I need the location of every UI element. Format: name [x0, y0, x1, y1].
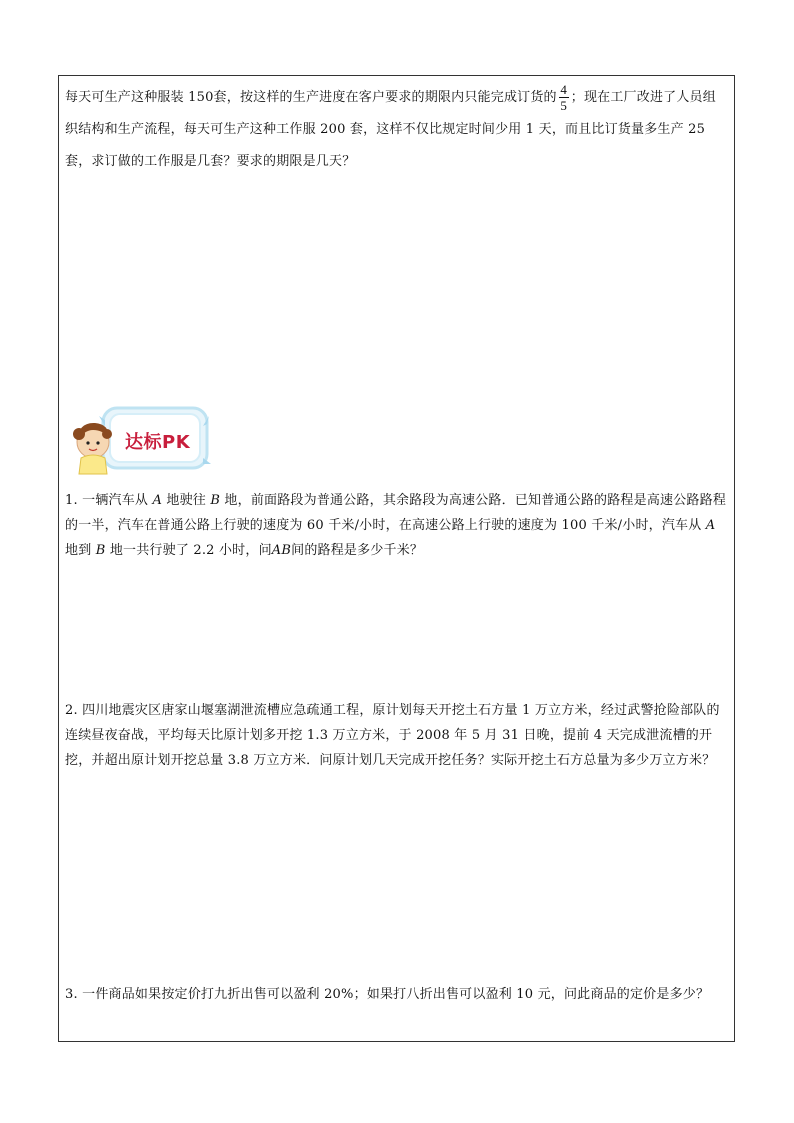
question-3: 3. 一件商品如果按定价打九折出售可以盈利 20%；如果打八折出售可以盈利 10 元，问此商品的定价是多少？	[65, 987, 710, 1002]
var-b: B	[210, 493, 221, 508]
question-1-text: 地一共行驶了 2.2 小时，问	[105, 543, 272, 558]
fraction-numerator: 4	[560, 82, 568, 97]
intro-text-after: ；现在工厂改进了人员组织结构和生产流程，每天可生产这种工作服 200 套，这样不仅比规定时间少用 1 天，而且比订货量多生产 25套，求订做的工作服是几套？要求的期限是几天？	[65, 90, 716, 169]
var-b: B	[95, 543, 106, 558]
fraction-denominator: 5	[560, 98, 568, 113]
var-a: A	[152, 493, 163, 508]
question-1-text: 地，前面路段为普通公路，其余路段为高速公路．已知普通公路的路程是高速公路路程的一半，汽车在普通公路上行驶的速度为 60 千米/小时，在高速公路上行驶的速度为 100 千米/小时，汽车从	[65, 493, 727, 533]
var-ab: AB	[271, 543, 292, 558]
badge-label: 达标PK	[125, 432, 191, 453]
worksheet-frame	[58, 75, 735, 1042]
var-a: A	[705, 518, 716, 533]
question-1-text: 1. 一辆汽车从	[65, 493, 153, 508]
question-2: 2. 四川地震灾区唐家山堰塞湖泄流槽应急疏通工程，原计划每天开挖土石方量 1 万立方米，经过武警抢险部队的连续昼夜奋战，平均每天比原计划多开挖 1.3 万立方米，于 2008 年 5 月 31 日晚，提前 4 天完成泄流槽的开挖，并超出原计划开挖总量 3.8 万立方米．问原计划几天完成开挖任务？实际开挖土石方总量为多少万立方米？	[65, 703, 720, 768]
question-1-text: 间的路程是多少千米？	[291, 543, 424, 558]
question-1-text: 地到	[65, 543, 96, 558]
intro-text-before: 每天可生产这种服装 150套，按这样的生产进度在客户要求的期限内只能完成订货的	[65, 90, 557, 105]
dabiao-pk-badge	[65, 396, 215, 478]
intro-problem	[65, 82, 729, 178]
fraction-four-fifths	[559, 82, 569, 113]
question-1	[65, 488, 729, 563]
question-1-text: 地驶往	[162, 493, 211, 508]
